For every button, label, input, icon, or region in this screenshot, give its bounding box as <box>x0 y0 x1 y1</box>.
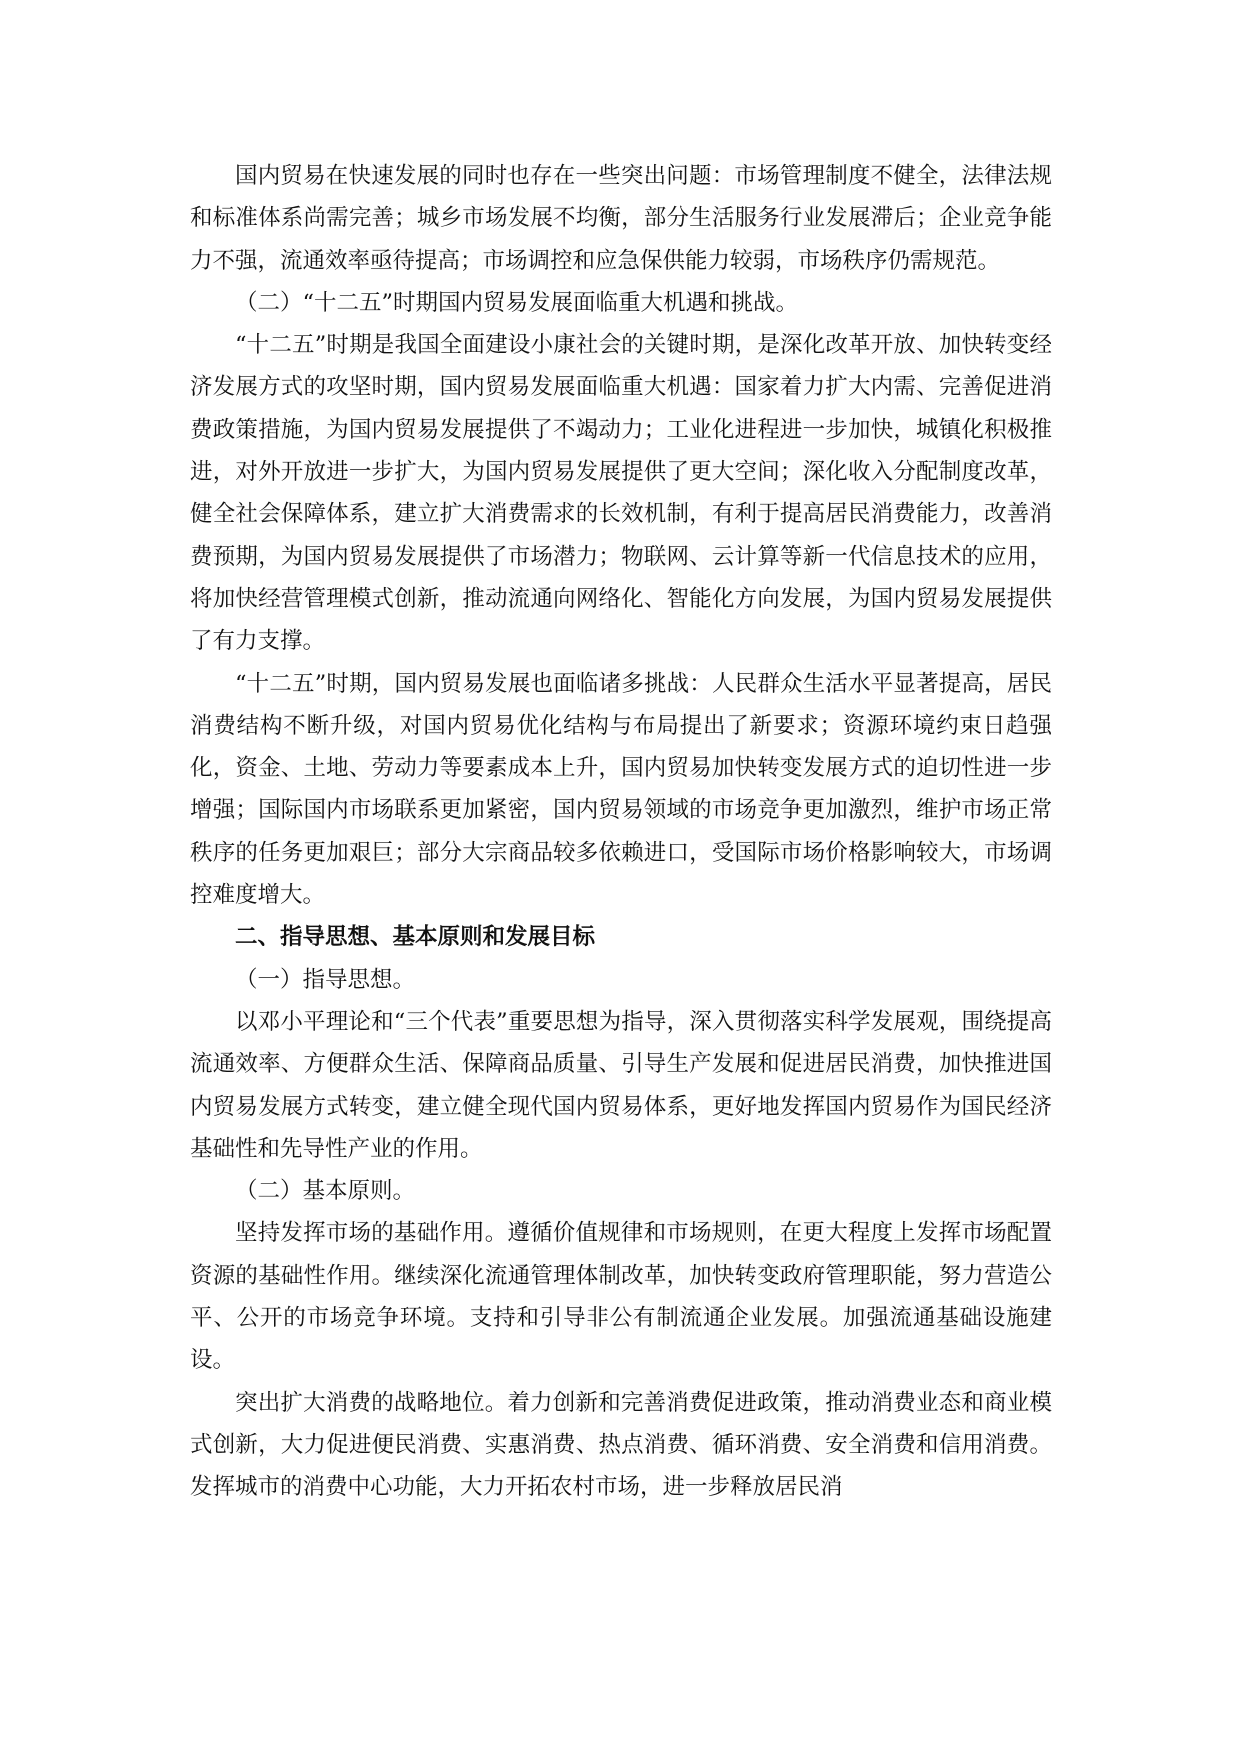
section-heading-guiding-ideology: （一）指导思想。 <box>235 966 416 993</box>
paragraph-guiding-ideology: 以邓小平理论和“三个代表”重要思想为指导，深入贯彻落实科学发展观，围绕提高流通效率、方便群众生活、保障商品质量、引导生产发展和促进居民消费，加快推进国内贸易发展方式转变，建立健全现代国内贸易体系，更好地发挥国内贸易作为国民经济基础性和先导性产业的作用。 <box>190 1008 1052 1162</box>
document-body <box>190 155 1052 1509</box>
section-heading-opportunities: （二）“十二五”时期国内贸易发展面临重大机遇和挑战。 <box>235 289 799 316</box>
paragraph-opportunities: “十二五”时期是我国全面建设小康社会的关键时期，是深化改革开放、加快转变经济发展方式的攻坚时期，国内贸易发展面临重大机遇：国家着力扩大内需、完善促进消费政策措施，为国内贸易发展提供了不竭动力；工业化进程进一步加快，城镇化积极推进，对外开放进一步扩大，为国内贸易发展提供了更大空间；深化收入分配制度改革，健全社会保障体系，建立扩大消费需求的长效机制，有利于提高居民消费能力，改善消费预期，为国内贸易发展提供了市场潜力；物联网、云计算等新一代信息技术的应用，将加快经营管理模式创新，推动流通向网络化、智能化方向发展，为国内贸易发展提供了有力支撑。 <box>190 332 1052 655</box>
paragraph-expand-consumption: 突出扩大消费的战略地位。着力创新和完善消费促进政策，推动消费业态和商业模式创新，大力促进便民消费、实惠消费、热点消费、循环消费、安全消费和信用消费。发挥城市的消费中心功能，大力开拓农村市场，进一步释放居民消 <box>190 1389 1052 1501</box>
paragraph-market-role: 坚持发挥市场的基础作用。遵循价值规律和市场规则，在更大程度上发挥市场配置资源的基础性作用。继续深化流通管理体制改革，加快转变政府管理职能，努力营造公平、公开的市场竞争环境。支持和引导非公有制流通企业发展。加强流通基础设施建设。 <box>190 1220 1052 1374</box>
section-heading-basic-principles: （二）基本原则。 <box>235 1178 416 1205</box>
paragraph-problems: 国内贸易在快速发展的同时也存在一些突出问题：市场管理制度不健全，法律法规和标准体系尚需完善；城乡市场发展不均衡，部分生活服务行业发展滞后；企业竞争能力不强，流通效率亟待提高；市场调控和应急保供能力较弱，市场秩序仍需规范。 <box>190 163 1052 274</box>
chapter-heading-guiding-principles: 二、指导思想、基本原则和发展目标 <box>235 924 596 951</box>
paragraph-challenges: “十二五”时期，国内贸易发展也面临诸多挑战：人民群众生活水平显著提高，居民消费结构不断升级，对国内贸易优化结构与布局提出了新要求；资源环境约束日趋强化，资金、土地、劳动力等要素成本上升，国内贸易加快转变发展方式的迫切性进一步增强；国际国内市场联系更加紧密，国内贸易领域的市场竞争更加激烈，维护市场正常秩序的任务更加艰巨；部分大宗商品较多依赖进口，受国际市场价格影响较大，市场调控难度增大。 <box>190 670 1052 909</box>
